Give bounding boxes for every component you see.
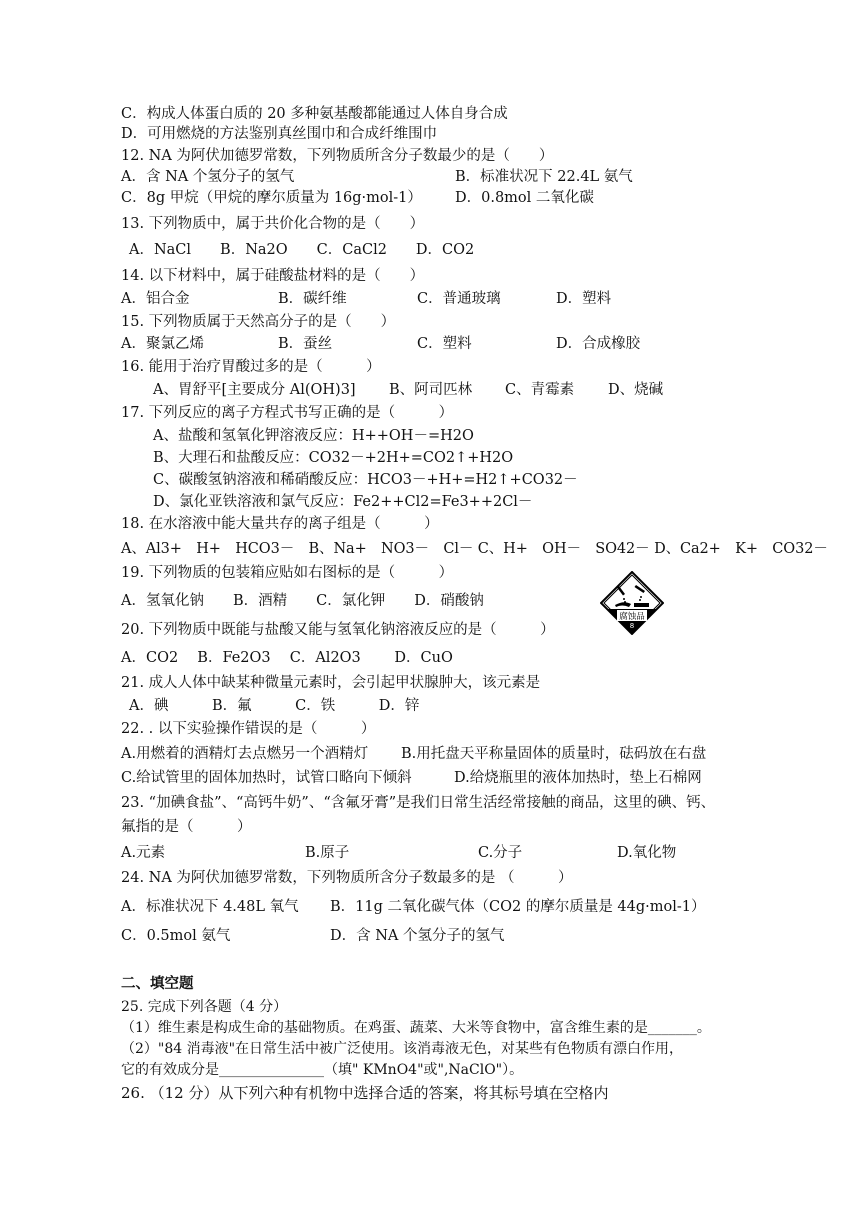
q24-option-c: C．0.5mol 氨气: [121, 928, 231, 944]
q21-options: A．碘 B．氟 C．铁 D．锌: [129, 698, 420, 714]
corrosive-hazard-sign: [600, 571, 664, 635]
q23-stem-line1: 23. “加碘食盐”、“高钙牛奶”、“含氟牙膏”是我们日常生活经常接触的商品，这里的碘、钙、: [121, 795, 716, 811]
q19-stem: 19. 下列物质的包装箱应贴如右图标的是（ ）: [121, 565, 454, 581]
q12-option-c: C．8g 甲烷（甲烷的摩尔质量为 16g·mol-1）: [121, 190, 422, 206]
q15-option-d: D．合成橡胶: [556, 336, 641, 352]
q11-option-c: C．构成人体蛋白质的 20 多种氨基酸都能通过人体自身合成: [121, 106, 508, 122]
q23-option-a: A.元素: [121, 845, 166, 861]
q22-option-a: A.用燃着的酒精灯去点燃另一个酒精灯: [121, 746, 369, 762]
q16-option-d: D、烧碱: [608, 382, 664, 398]
q24-option-b: B．11g 二氧化碳气体（CO2 的摩尔质量是 44g·mol-1）: [330, 899, 706, 915]
q22-stem: 22. . 以下实验操作错误的是（ ）: [121, 721, 376, 737]
q14-option-b: B．碳纤维: [278, 291, 347, 307]
q22-option-c: C.给试管里的固体加热时，试管口略向下倾斜: [121, 770, 412, 786]
q25-part1: （1）维生素是构成生命的基础物质。在鸡蛋、蔬菜、大米等食物中，富含维生素的是_______。: [121, 1020, 711, 1036]
q26-stem: 26. （12 分）从下列六种有机物中选择合适的答案，将其标号填在空格内: [121, 1084, 609, 1102]
q24-option-a: A．标准状况下 4.48L 氧气: [121, 899, 299, 915]
q23-option-b: B.原子: [305, 845, 350, 861]
q14-option-d: D．塑料: [556, 291, 612, 307]
q15-stem: 15. 下列物质属于天然高分子的是（ ）: [121, 314, 396, 330]
q23-stem-line2: 氟指的是（ ）: [121, 819, 252, 835]
q12-option-b: B．标准状况下 22.4L 氨气: [455, 169, 633, 185]
q17-option-b: B、大理石和盐酸反应：CO32－+2H+=CO2↑+H2O: [153, 450, 514, 466]
q16-option-a: A、胃舒平[主要成分 Al(OH)3]: [153, 382, 356, 398]
sign-number: 8: [629, 622, 635, 630]
q16-option-b: B、阿司匹林: [389, 382, 473, 398]
q14-option-a: A．铝合金: [121, 291, 190, 307]
q21-stem: 21. 成人人体中缺某种微量元素时，会引起甲状腺肿大，该元素是: [121, 675, 541, 691]
q16-stem: 16. 能用于治疗胃酸过多的是（ ）: [121, 359, 381, 375]
q13-stem: 13. 下列物质中，属于共价化合物的是（ ）: [121, 216, 425, 232]
q25-part2-line1: （2）"84 消毒液"在日常生活中被广泛使用。该消毒液无色，对某些有色物质有漂白作用，: [121, 1041, 684, 1057]
q18-stem: 18. 在水溶液中能大量共存的离子组是（ ）: [121, 516, 439, 532]
q12-option-d: D．0.8mol 二氧化碳: [455, 190, 594, 206]
q17-option-a: A、盐酸和氢氧化钾溶液反应：H++OH－=H2O: [153, 428, 474, 444]
q15-option-b: B．蚕丝: [278, 336, 333, 352]
q17-stem: 17. 下列反应的离子方程式书写正确的是（ ）: [121, 405, 454, 421]
q16-option-c: C、青霉素: [505, 382, 575, 398]
q11-option-d: D．可用燃烧的方法鉴别真丝围巾和合成纤维围巾: [121, 126, 438, 142]
q17-option-d: D、氯化亚铁溶液和氯气反应：Fe2++Cl2=Fe3++2Cl－: [153, 494, 533, 510]
q15-option-a: A．聚氯乙烯: [121, 336, 204, 352]
q22-option-b: B.用托盘天平称量固体的质量时，砝码放在右盘: [401, 746, 707, 762]
surface-icon: [634, 603, 649, 607]
q20-stem: 20. 下列物质中既能与盐酸又能与氢氧化钠溶液反应的是（ ）: [121, 622, 555, 638]
sign-label: 腐蚀品: [619, 612, 645, 622]
q19-options: A．氢氧化钠 B．酒精 C．氯化钾 D．硝酸钠: [121, 593, 484, 609]
q14-stem: 14. 以下材料中，属于硅酸盐材料的是（ ）: [121, 268, 425, 284]
q23-option-d: D.氧化物: [617, 845, 677, 861]
q20-options: A．CO2 B．Fe2O3 C．Al2O3 D．CuO: [121, 650, 453, 666]
q14-option-c: C．普通玻璃: [417, 291, 501, 307]
q25-stem: 25. 完成下列各题（4 分）: [121, 999, 288, 1015]
q25-part2-line2: 它的有效成分是_______________（填" KMnO4"或",NaClO"）。: [121, 1062, 524, 1078]
q12-option-a: A．含 NA 个氢分子的氢气: [121, 169, 295, 185]
section-2-heading: 二、填空题: [121, 975, 194, 992]
q17-option-c: C、碳酸氢钠溶液和稀硝酸反应：HCO3－+H+=H2↑+CO32－: [153, 472, 578, 488]
q22-option-d: D.给烧瓶里的液体加热时，垫上石棉网: [454, 770, 702, 786]
q18-options: A、Al3+ H+ HCO3－ B、Na+ NO3－ Cl－ C、H+ OH－ SO42－ D、Ca2+ K+ CO32－: [121, 541, 828, 557]
q13-options: A．NaCl B．Na2O C．CaCl2 D．CO2: [129, 242, 475, 258]
q24-option-d: D．含 NA 个氢分子的氢气: [330, 928, 505, 944]
q24-stem: 24. NA 为阿伏加德罗常数，下列物质所含分子数最多的是 （ ）: [121, 870, 573, 886]
q15-option-c: C．塑料: [417, 336, 472, 352]
q12-stem: 12. NA 为阿伏加德罗常数，下列物质所含分子数最少的是（ ）: [121, 148, 554, 164]
q23-option-c: C.分子: [478, 845, 523, 861]
